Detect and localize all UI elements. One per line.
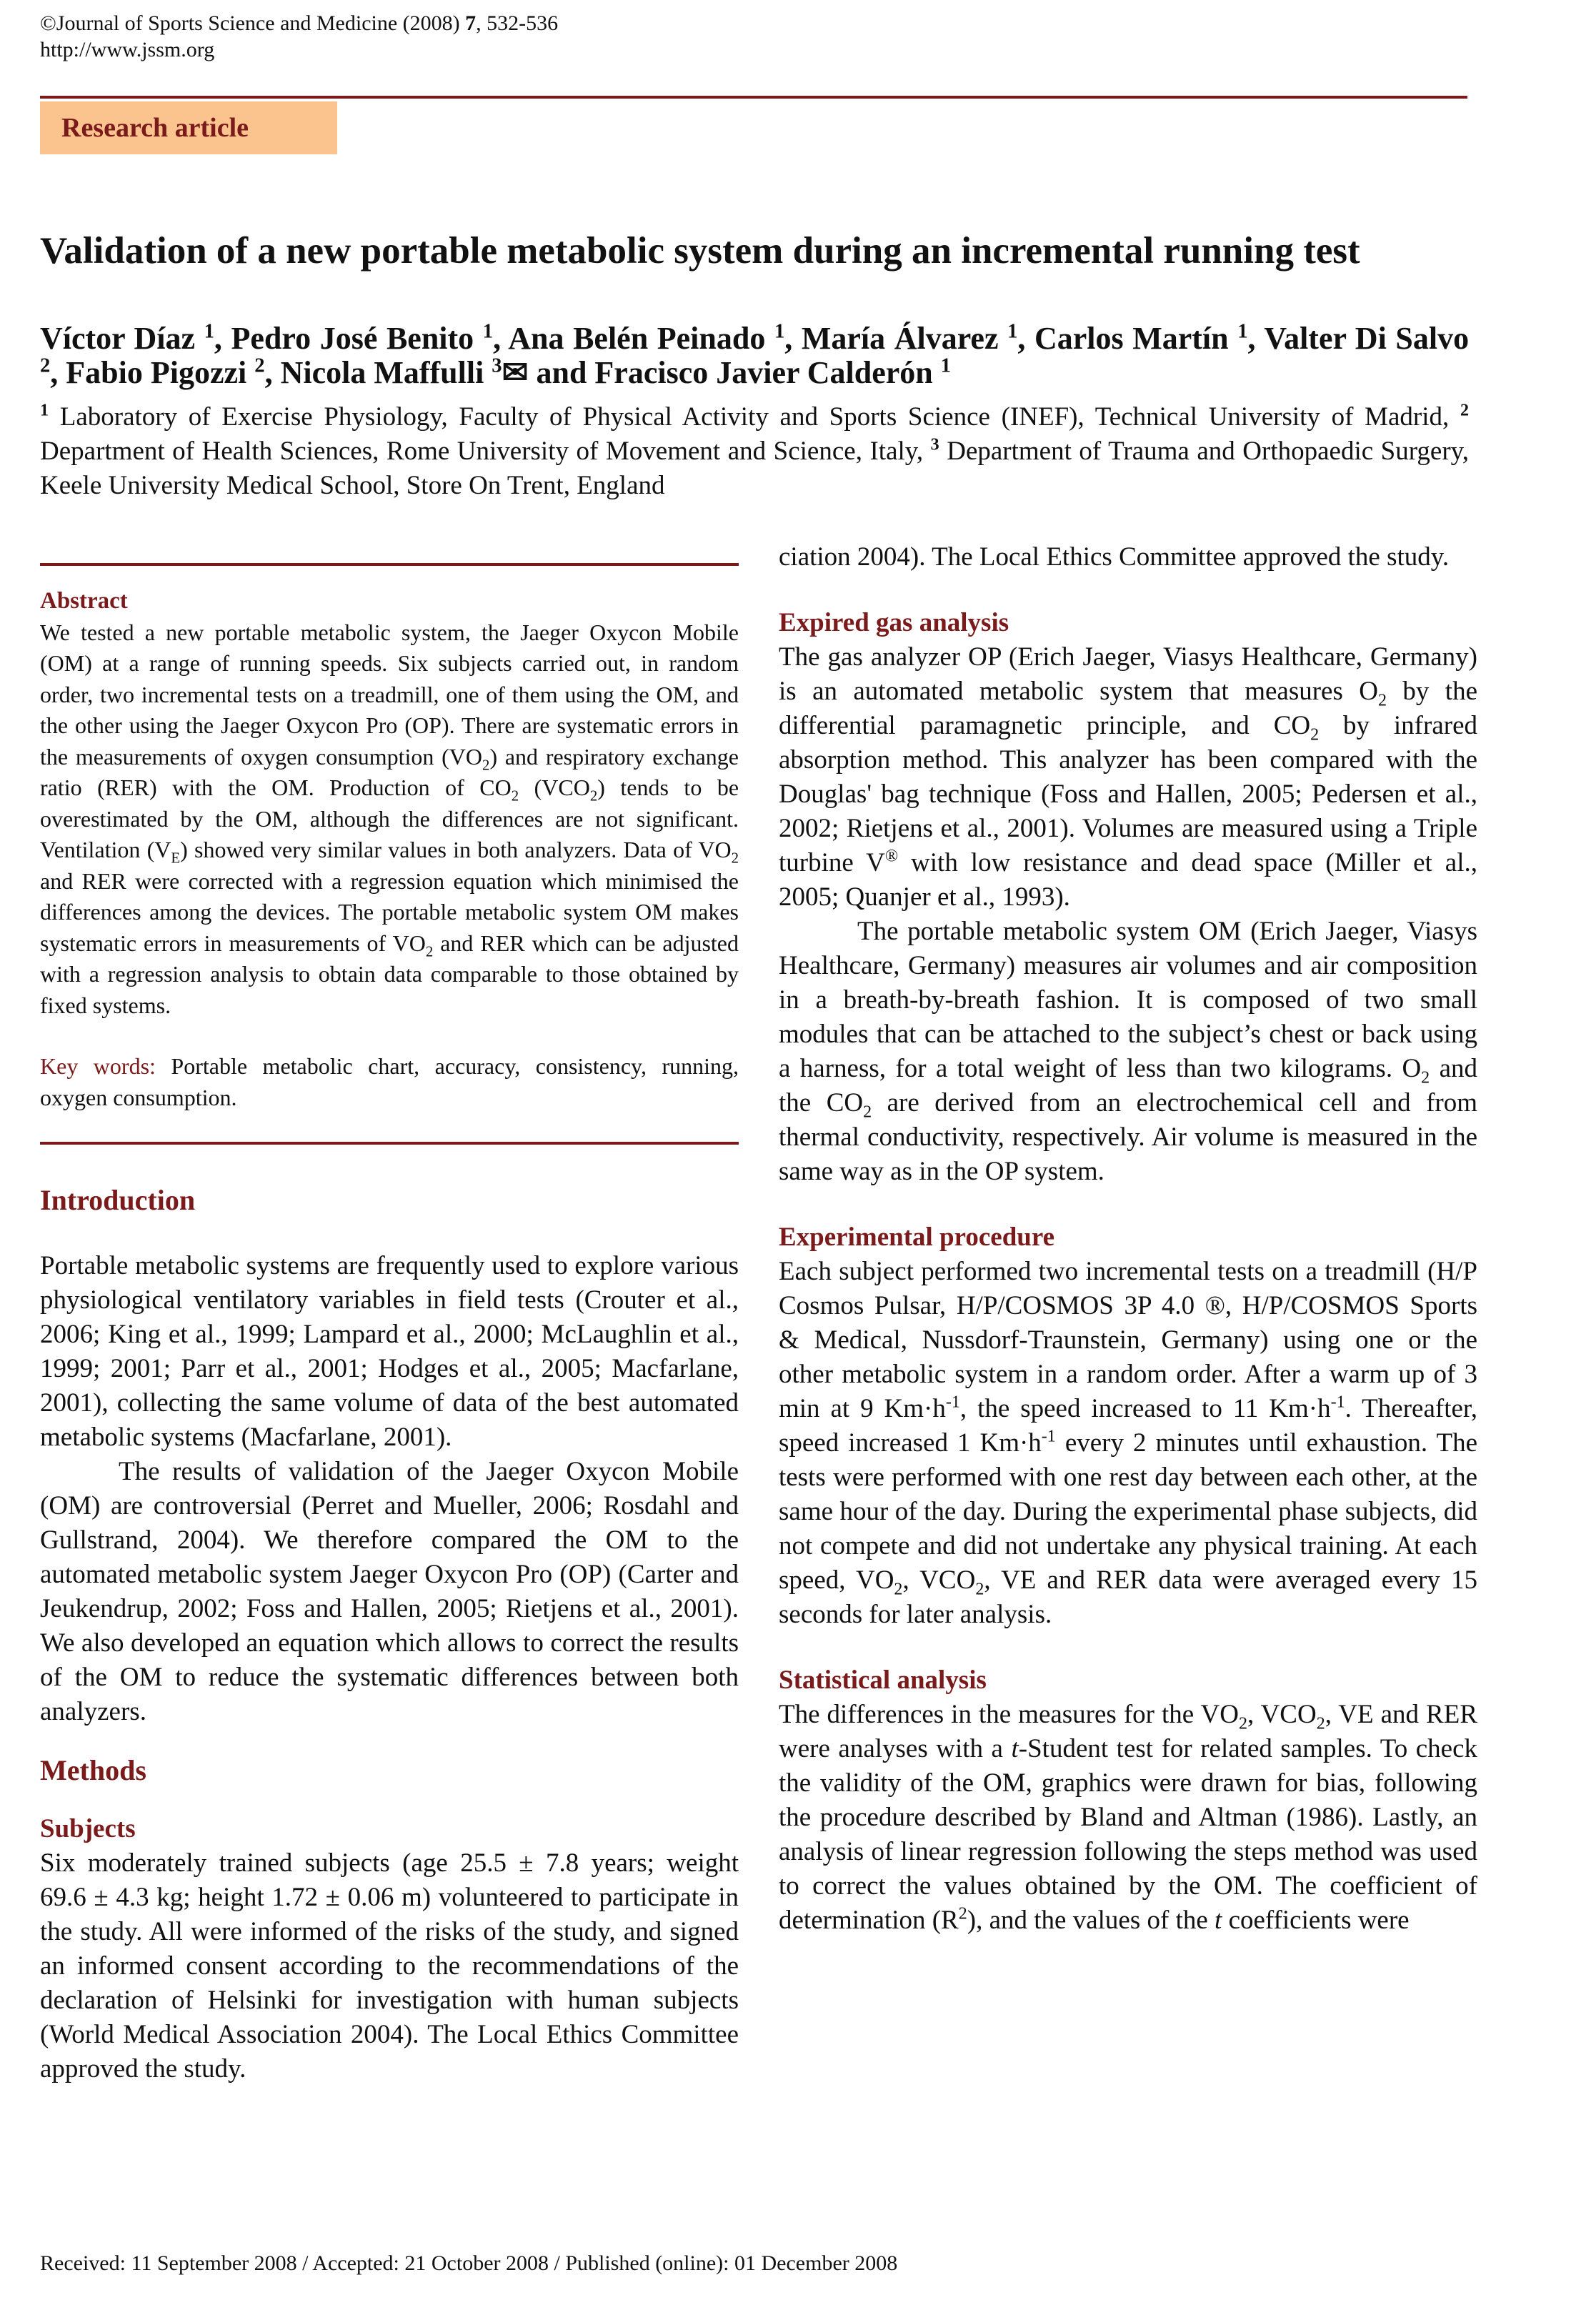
header-rule (40, 96, 1467, 99)
affiliations: $^1$ Laboratory of Exercise Physiology, Faculty of Physical Activity and Sports Science (INEF), Technical University of Madrid, $^2$ Department of Health Sciences, Rome University of Movement and Science, Italy, $^3$ Department of Trauma and Orthopaedic Surgery, Keele University Medical School, Store On Trent, England (40, 401, 1470, 500)
experimental-procedure-heading: Experimental procedure (779, 1223, 1055, 1252)
introduction-heading: Introduction (40, 1184, 196, 1216)
article-type-badge: Research article (40, 101, 337, 154)
abstract-top-rule (40, 563, 739, 566)
experimental-procedure-text: Each subject performed two incremental tests on a treadmill (H/P Cosmos Pulsar, H/P/COSMOS 3P 4.0 ®, H/P/COSMOS Sports & Medical, Nussdorf-Traunstein, Germany) using one or the other metabolic system in a random order. After a warm up of 3 min at 9 $Km\cdot h^{-1}$, the speed increased to 11 $Km\cdot h^{-1}$. Thereafter, speed increased 1 $Km\cdot h^{-1}$ every 2 minutes until exhaustion. The tests were performed with one rest day between each other, at the same hour of the day. During the experimental phase subjects, did not compete and did not undertake any physical training. At each speed, $VO_2$, $VCO_2$, VE and RER data were averaged every 15 seconds for later analysis. (779, 1257, 1478, 1629)
statistical-analysis-text: The differences in the measures for the $VO_2$, $VCO_2$, VE and RER were analyses with a t-Student test for related samples. To check the validity of the OM, graphics were drawn for bias, following the procedure described by Bland and Altman (1986). Lastly, an analysis of linear regression following the steps method was used to correct the values obtained by the OM. The coefficient of determination $(R^2)$, and the values of the t coefficients were (779, 1700, 1477, 1935)
expired-gas-heading: Expired gas analysis (779, 608, 1009, 637)
methods-heading: Methods (40, 1754, 146, 1786)
publication-dates-footer: Received: 11 September 2008 / Accepted: 21 October 2008 / Published (online): 01 December 2008 (40, 2251, 898, 2275)
expired-gas-paragraph-1: The gas analyzer OP (Erich Jaeger, Viasys Healthcare, Germany) is an automated metabolic system that measures $O_2$ by the differential paramagnetic principle, and $CO_2$ by infrared absorption method. This analyzer has been compared with the Douglas' bag technique (Foss and Hallen, 2005; Pedersen et al., 2002; Rietjens et al., 2001). Volumes are measured using a Triple turbine V® with low resistance and dead space (Miller et al., 2005; Quanjer et al., 1993). (779, 642, 1477, 912)
abstract-block (40, 586, 739, 1113)
journal-citation: ©Journal of Sports Science and Medicine (2008) 7, 532-536 (40, 11, 559, 35)
subjects-heading: Subjects (40, 1814, 136, 1843)
corresponding-mail-icon[interactable]: ✉ (502, 355, 529, 390)
author-list: Víctor Díaz $^1$, Pedro José Benito $^1$, Ana Belén Peinado $^1$, María Álvarez $^1$, Carlos Martín $^1$, Valter Di Salvo $^2$, Fabio Pigozzi $^2$, Nicola Maffulli $^3$✉ and Fracisco Javier Calderón $^1$ (40, 320, 1470, 390)
subjects-text: Six moderately trained subjects (age 25.5 ± 7.8 years; weight 69.6 ± 4.3 kg; height 1.72 ± 0.06 m) volunteered to participate in the study. All were informed of the risks of the study, and signed an informed consent according to the recommendations of the declaration of Helsinki for investigation with human subjects (World Medical Association 2004). The Local Ethics Committee approved the study. (40, 1848, 739, 2084)
abstract-heading: Abstract (40, 588, 128, 614)
abstract-bottom-rule (40, 1142, 739, 1145)
keywords-label: Key words: (40, 1053, 156, 1079)
abstract-text: We tested a new portable metabolic system, the Jaeger Oxycon Mobile (OM) at a range of running speeds. Six subjects carried out, in random order, two incremental tests on a treadmill, one of them using the OM, and the other using the Jaeger Oxycon Pro (OP). There are systematic errors in the measurements of oxygen consumption $(VO_2)$ and respiratory exchange ratio (RER) with the OM. Production of $CO_2$ $(VCO_2)$ tends to be overestimated by the OM, although the differences are not significant. Ventilation $(V_E)$ showed very similar values in both analyzers. Data of $VO_2$ and RER were corrected with a regression equation which minimised the differences among the devices. The portable metabolic system OM makes systematic errors in measurements of $VO_2$ and RER which can be adjusted with a regression analysis to obtain data comparable to those obtained by fixed systems. (40, 619, 739, 1018)
paper-title: Validation of a new portable metabolic system during an incremental running test (40, 230, 1360, 272)
journal-url[interactable]: http://www.jssm.org (40, 38, 215, 61)
expired-gas-paragraph-2: The portable metabolic system OM (Erich Jaeger, Viasys Healthcare, Germany) measures air volumes and air composition in a breath-by-breath fashion. It is composed of two small modules that can be attached to the subject’s chest or back using a harness, for a total weight of less than two kilograms. $O_2$ and the $CO_2$ are derived from an electrochemical cell and from thermal conductivity, respectively. Air volume is measured in the same way as in the OP system. (779, 917, 1477, 1186)
left-column (40, 563, 739, 2086)
right-column (779, 540, 1477, 1938)
introduction-paragraph-2: The results of validation of the Jaeger Oxycon Mobile (OM) are controversial (Perret and Mueller, 2006; Rosdahl and Gullstrand, 2004). We therefore compared the OM to the automated metabolic system Jaeger Oxycon Pro (OP) (Carter and Jeukendrup, 2002; Foss and Hallen, 2005; Rietjens et al., 2001). We also developed an equation which allows to correct the results of the OM to reduce the systematic differences between both analyzers. (40, 1457, 739, 1726)
journal-header (40, 10, 558, 63)
keywords: Key words: Portable metabolic chart, accuracy, consistency, running, oxygen consumption. (40, 1053, 739, 1110)
subjects-text-continued: ciation 2004). The Local Ethics Committee approved the study. (779, 542, 1450, 572)
statistical-analysis-heading: Statistical analysis (779, 1666, 987, 1695)
introduction-paragraph-1: Portable metabolic systems are frequently used to explore various physiological ventilatory variables in field tests (Crouter et al., 2006; King et al., 1999; Lampard et al., 2000; McLaughlin et al., 1999; 2001; Parr et al., 2001; Hodges et al., 2005; Macfarlane, 2001), collecting the same volume of data of the best automated metabolic systems (Macfarlane, 2001). (40, 1251, 739, 1452)
